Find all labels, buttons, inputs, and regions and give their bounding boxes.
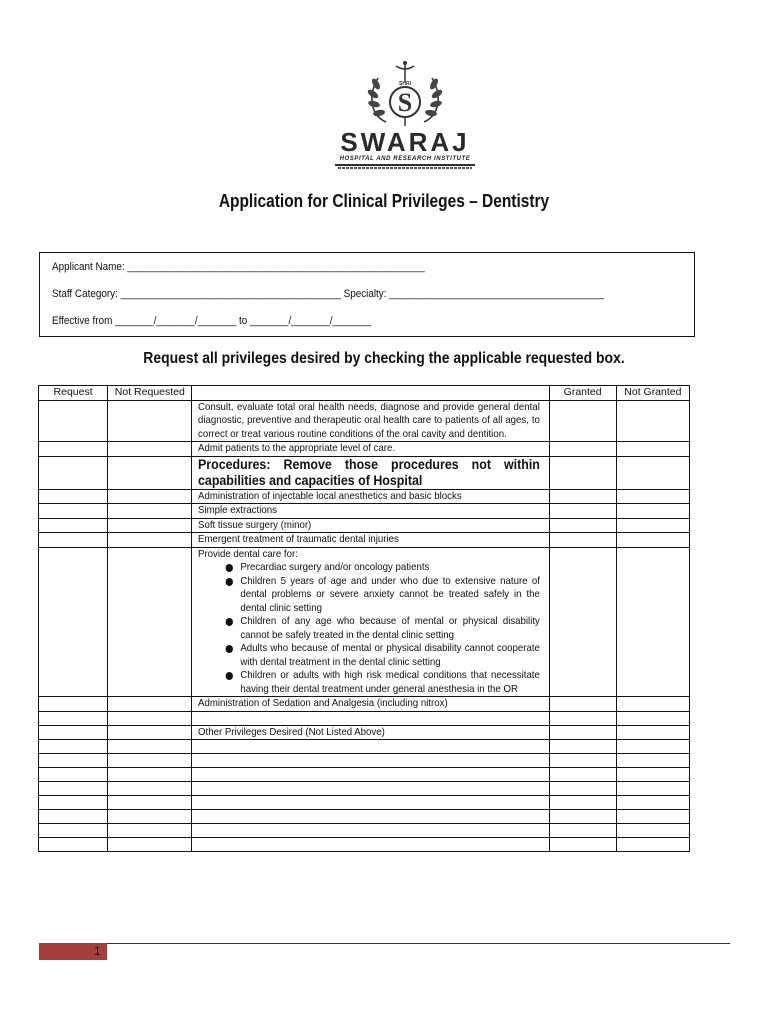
not-requested-checkbox[interactable] bbox=[108, 442, 192, 457]
table-row bbox=[39, 442, 690, 457]
not-requested-checkbox[interactable] bbox=[108, 796, 192, 810]
table-row bbox=[39, 754, 690, 768]
not-requested-checkbox[interactable] bbox=[108, 711, 192, 725]
blank-privilege-cell[interactable] bbox=[192, 768, 549, 782]
not-requested-checkbox[interactable] bbox=[108, 740, 192, 754]
table-row bbox=[39, 810, 690, 824]
not-granted-checkbox[interactable] bbox=[616, 810, 689, 824]
svg-text:S: S bbox=[397, 88, 413, 117]
instruction-text: Request all privileges desired by checking the applicable requested box. bbox=[143, 350, 625, 367]
request-checkbox[interactable] bbox=[39, 796, 108, 810]
list-item: Children or adults with high risk medical conditions that necessitate having their dental treatment under general anesthesia in the OR bbox=[226, 669, 540, 696]
footer-rule bbox=[106, 943, 730, 944]
not-granted-checkbox[interactable] bbox=[616, 533, 689, 548]
request-checkbox[interactable] bbox=[39, 754, 108, 768]
privilege-description bbox=[192, 547, 549, 697]
blank-privilege-cell[interactable] bbox=[192, 740, 549, 754]
granted-checkbox[interactable] bbox=[549, 489, 616, 504]
list-item: Precardiac surgery and/or oncology patients bbox=[226, 561, 540, 575]
bullet-list bbox=[198, 561, 540, 696]
request-checkbox[interactable] bbox=[39, 711, 108, 725]
not-granted-checkbox[interactable] bbox=[616, 725, 689, 740]
not-requested-checkbox[interactable] bbox=[108, 518, 192, 533]
table-row bbox=[39, 533, 690, 548]
applicant-info-box bbox=[39, 252, 695, 337]
table-row bbox=[39, 518, 690, 533]
request-checkbox[interactable] bbox=[39, 489, 108, 504]
logo-emblem-icon bbox=[332, 60, 478, 130]
granted-checkbox[interactable] bbox=[549, 838, 616, 852]
not-requested-checkbox[interactable] bbox=[108, 504, 192, 519]
not-granted-checkbox[interactable] bbox=[616, 838, 689, 852]
other-privileges-label: Other Privileges Desired (Not Listed Above) bbox=[192, 725, 549, 740]
table-row bbox=[39, 740, 690, 754]
header-granted: Granted bbox=[549, 386, 616, 401]
granted-checkbox[interactable] bbox=[549, 400, 616, 442]
list-item: Children 5 years of age and under who due to extensive nature of dental problems or severe anxiety cannot be treated safely in the dental clinic setting bbox=[226, 575, 540, 616]
not-granted-checkbox[interactable] bbox=[616, 796, 689, 810]
not-granted-checkbox[interactable] bbox=[616, 442, 689, 457]
table-row bbox=[39, 547, 690, 697]
not-requested-checkbox[interactable] bbox=[108, 725, 192, 740]
granted-checkbox[interactable] bbox=[549, 782, 616, 796]
granted-checkbox[interactable] bbox=[549, 796, 616, 810]
granted-checkbox[interactable] bbox=[549, 547, 616, 697]
privilege-description: Simple extractions bbox=[192, 504, 549, 519]
page-number: 1 bbox=[94, 944, 101, 958]
granted-checkbox[interactable] bbox=[549, 754, 616, 768]
request-checkbox[interactable] bbox=[39, 725, 108, 740]
logo-rule bbox=[335, 164, 475, 166]
not-requested-checkbox[interactable] bbox=[108, 456, 192, 489]
granted-checkbox[interactable] bbox=[549, 533, 616, 548]
blank-privilege-cell[interactable] bbox=[192, 711, 549, 725]
staff-category-specialty-field[interactable]: Staff Category: ________________________________________ Specialty: _______________________________________ bbox=[52, 288, 604, 300]
not-granted-checkbox[interactable] bbox=[616, 518, 689, 533]
privilege-description: Emergent treatment of traumatic dental injuries bbox=[192, 533, 549, 548]
request-checkbox[interactable] bbox=[39, 838, 108, 852]
effective-dates-field[interactable]: Effective from _______/_______/_______ to _______/_______/_______ bbox=[52, 315, 372, 327]
request-checkbox[interactable] bbox=[39, 810, 108, 824]
table-row bbox=[39, 504, 690, 519]
not-requested-checkbox[interactable] bbox=[108, 782, 192, 796]
request-checkbox[interactable] bbox=[39, 782, 108, 796]
not-requested-checkbox[interactable] bbox=[108, 489, 192, 504]
logo-subtitle: HOSPITAL AND RESEARCH INSTITUTE bbox=[339, 156, 471, 162]
request-checkbox[interactable] bbox=[39, 547, 108, 697]
blank-privilege-cell[interactable] bbox=[192, 754, 549, 768]
table-row bbox=[39, 838, 690, 852]
granted-checkbox[interactable] bbox=[549, 711, 616, 725]
not-granted-checkbox[interactable] bbox=[616, 768, 689, 782]
request-checkbox[interactable] bbox=[39, 442, 108, 457]
not-requested-checkbox[interactable] bbox=[108, 533, 192, 548]
hospital-logo bbox=[332, 60, 478, 172]
blank-privilege-cell[interactable] bbox=[192, 838, 549, 852]
table-header-row bbox=[39, 386, 690, 401]
not-granted-checkbox[interactable] bbox=[616, 824, 689, 838]
blank-privilege-cell[interactable] bbox=[192, 782, 549, 796]
request-checkbox[interactable] bbox=[39, 824, 108, 838]
not-requested-checkbox[interactable] bbox=[108, 697, 192, 712]
not-granted-checkbox[interactable] bbox=[616, 504, 689, 519]
bullet-icon bbox=[226, 645, 233, 653]
granted-checkbox[interactable] bbox=[549, 740, 616, 754]
not-requested-checkbox[interactable] bbox=[108, 768, 192, 782]
granted-checkbox[interactable] bbox=[549, 504, 616, 519]
privilege-description: Administration of injectable local anesthetics and basic blocks bbox=[192, 489, 549, 504]
logo-fine-print bbox=[338, 167, 472, 169]
table-row bbox=[39, 782, 690, 796]
table-row bbox=[39, 697, 690, 712]
svg-text:SHRI: SHRI bbox=[399, 81, 411, 87]
request-checkbox[interactable] bbox=[39, 456, 108, 489]
bullet-icon bbox=[226, 564, 233, 572]
privilege-description: Consult, evaluate total oral health needs, diagnose and provide general dental diagnostic, preventive and therapeutic oral health care to patients of all ages, to correct or treat various routine conditions of the oral cavity and dentition. bbox=[192, 400, 549, 442]
table-row bbox=[39, 711, 690, 725]
table-row bbox=[39, 489, 690, 504]
granted-checkbox[interactable] bbox=[549, 810, 616, 824]
logo-wordmark: SWARAJ bbox=[340, 127, 470, 157]
not-requested-checkbox[interactable] bbox=[108, 824, 192, 838]
procedures-heading: Procedures: Remove those procedures not within capabilities and capacities of Hospital bbox=[192, 456, 549, 489]
not-granted-checkbox[interactable] bbox=[616, 547, 689, 697]
request-checkbox[interactable] bbox=[39, 533, 108, 548]
header-privilege bbox=[192, 386, 549, 401]
privilege-description: Soft tissue surgery (minor) bbox=[192, 518, 549, 533]
not-granted-checkbox[interactable] bbox=[616, 740, 689, 754]
not-requested-checkbox[interactable] bbox=[108, 810, 192, 824]
not-granted-checkbox[interactable] bbox=[616, 697, 689, 712]
granted-checkbox[interactable] bbox=[549, 442, 616, 457]
privileges-table bbox=[38, 385, 690, 852]
privilege-description: Admit patients to the appropriate level of care. bbox=[192, 442, 549, 457]
list-item: Adults who because of mental or physical disability cannot cooperate with dental treatment in the dental clinic setting bbox=[226, 642, 540, 669]
table-row bbox=[39, 456, 690, 489]
granted-checkbox[interactable] bbox=[549, 725, 616, 740]
request-checkbox[interactable] bbox=[39, 768, 108, 782]
blank-privilege-cell[interactable] bbox=[192, 824, 549, 838]
not-granted-checkbox[interactable] bbox=[616, 489, 689, 504]
bullet-icon bbox=[226, 618, 233, 626]
not-granted-checkbox[interactable] bbox=[616, 456, 689, 489]
request-checkbox[interactable] bbox=[39, 518, 108, 533]
not-granted-checkbox[interactable] bbox=[616, 754, 689, 768]
applicant-name-field[interactable]: Applicant Name: ______________________________________________________ bbox=[52, 261, 425, 273]
header-request: Request bbox=[39, 386, 108, 401]
granted-checkbox[interactable] bbox=[549, 768, 616, 782]
table-row bbox=[39, 824, 690, 838]
not-granted-checkbox[interactable] bbox=[616, 711, 689, 725]
bullet-icon bbox=[226, 672, 233, 680]
request-checkbox[interactable] bbox=[39, 740, 108, 754]
header-not-requested: Not Requested bbox=[108, 386, 192, 401]
request-checkbox[interactable] bbox=[39, 400, 108, 442]
blank-privilege-cell[interactable] bbox=[192, 796, 549, 810]
granted-checkbox[interactable] bbox=[549, 456, 616, 489]
table-row bbox=[39, 725, 690, 740]
not-requested-checkbox[interactable] bbox=[108, 838, 192, 852]
bullet-icon bbox=[226, 578, 233, 586]
granted-checkbox[interactable] bbox=[549, 824, 616, 838]
document-title: Application for Clinical Privileges – Dentistry bbox=[218, 191, 550, 211]
not-granted-checkbox[interactable] bbox=[616, 782, 689, 796]
table-row bbox=[39, 768, 690, 782]
table-row bbox=[39, 400, 690, 442]
request-checkbox[interactable] bbox=[39, 697, 108, 712]
not-requested-checkbox[interactable] bbox=[108, 547, 192, 697]
not-requested-checkbox[interactable] bbox=[108, 754, 192, 768]
provide-care-intro: Provide dental care for: bbox=[198, 547, 299, 560]
list-item: Children of any age who because of mental or physical disability cannot be safely treated in the dental clinic setting bbox=[226, 615, 540, 642]
granted-checkbox[interactable] bbox=[549, 697, 616, 712]
not-requested-checkbox[interactable] bbox=[108, 400, 192, 442]
header-not-granted: Not Granted bbox=[616, 386, 689, 401]
blank-privilege-cell[interactable] bbox=[192, 810, 549, 824]
request-checkbox[interactable] bbox=[39, 504, 108, 519]
granted-checkbox[interactable] bbox=[549, 518, 616, 533]
table-row bbox=[39, 796, 690, 810]
privilege-description: Administration of Sedation and Analgesia (including nitrox) bbox=[192, 697, 549, 712]
not-granted-checkbox[interactable] bbox=[616, 400, 689, 442]
